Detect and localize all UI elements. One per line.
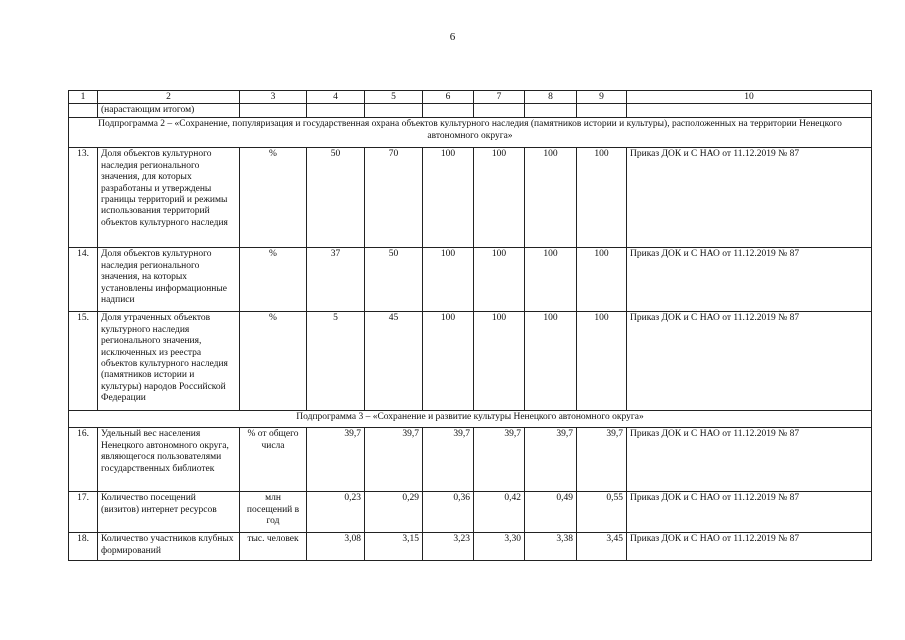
indicator-name: Доля объектов культурного наследия регионального значения, на которых установлены информационные надписи [98,248,240,312]
value-cell: 100 [474,248,525,312]
row-number: 16. [69,428,98,492]
value-cell: 3,30 [474,533,525,561]
header-cell: 6 [423,91,474,104]
unit-cell: % [240,148,307,248]
row-number: 14. [69,248,98,312]
subprogram-2-title: Подпрограмма 2 – «Сохранение, популяризация и государственная охрана объектов культурного наследия (памятников истории и культуры), расположенных на территории Ненецкого автономного округа» [69,118,872,148]
indicator-name: Доля утраченных объектов культурного наследия регионального значения, исключенных из реестра объектов культурного наследия (памятников истории и культуры) народов Российской Федерации [98,312,240,411]
header-cell: 3 [240,91,307,104]
table-row [69,428,872,492]
header-cell: 10 [627,91,872,104]
row-number: 18. [69,533,98,561]
value-cell: 37 [307,248,365,312]
source-cell: Приказ ДОК и С НАО от 11.12.2019 № 87 [627,492,872,533]
value-cell: 45 [365,312,423,411]
header-row [69,91,872,104]
value-cell: 3,45 [577,533,627,561]
value-cell: 39,7 [423,428,474,492]
value-cell: 39,7 [577,428,627,492]
value-cell: 100 [577,248,627,312]
value-cell: 3,15 [365,533,423,561]
header-cell: 4 [307,91,365,104]
value-cell: 100 [423,248,474,312]
subprogram-3-title: Подпрограмма 3 – «Сохранение и развитие культуры Ненецкого автономного округа» [69,411,872,428]
header-cell: 5 [365,91,423,104]
value-cell: 5 [307,312,365,411]
row-number: 13. [69,148,98,248]
value-cell: 100 [474,312,525,411]
table-row [69,533,872,561]
indicator-name: Удельный вес населения Ненецкого автономного округа, являющегося пользователями государственных библиотек [98,428,240,492]
value-cell: 39,7 [365,428,423,492]
value-cell: 0,36 [423,492,474,533]
source-cell: Приказ ДОК и С НАО от 11.12.2019 № 87 [627,428,872,492]
row-number: 15. [69,312,98,411]
indicator-name: Количество участников клубных формирований [98,533,240,561]
indicator-name: Доля объектов культурного наследия регионального значения, для которых разработаны и утверждены границы территорий и режимы использования территорий объектов культурного наследия [98,148,240,248]
source-cell: Приказ ДОК и С НАО от 11.12.2019 № 87 [627,248,872,312]
table-row [69,248,872,312]
page-number: 6 [449,31,456,43]
value-cell: 100 [525,312,577,411]
value-cell: 0,29 [365,492,423,533]
value-cell: 50 [307,148,365,248]
table-row [69,312,872,411]
value-cell: 70 [365,148,423,248]
value-cell: 39,7 [474,428,525,492]
value-cell: 0,23 [307,492,365,533]
table-row [69,492,872,533]
unit-cell: % [240,248,307,312]
value-cell: 0,55 [577,492,627,533]
value-cell: 0,42 [474,492,525,533]
value-cell: 39,7 [307,428,365,492]
header-cell: 7 [474,91,525,104]
value-cell: 3,23 [423,533,474,561]
value-cell: 39,7 [525,428,577,492]
indicator-name: Количество посещений (визитов) интернет ресурсов [98,492,240,533]
indicators-table [68,90,872,561]
value-cell: 0,49 [525,492,577,533]
value-cell: 3,08 [307,533,365,561]
unit-cell: млн посещений в год [240,492,307,533]
header-cell: 9 [577,91,627,104]
row-number: 17. [69,492,98,533]
header-cell: 1 [69,91,98,104]
value-cell: 100 [423,312,474,411]
subprogram-row [69,118,872,148]
unit-cell: тыс. человек [240,533,307,561]
value-cell: 100 [474,148,525,248]
value-cell: 3,38 [525,533,577,561]
source-cell: Приказ ДОК и С НАО от 11.12.2019 № 87 [627,148,872,248]
value-cell: 100 [525,248,577,312]
header-cell: 2 [98,91,240,104]
source-cell: Приказ ДОК и С НАО от 11.12.2019 № 87 [627,312,872,411]
value-cell: 100 [423,148,474,248]
continuation-text: (нарастающим итогом) [98,104,240,118]
table-row [69,148,872,248]
unit-cell: % [240,312,307,411]
header-cell: 8 [525,91,577,104]
value-cell: 50 [365,248,423,312]
continuation-row [69,104,872,118]
subprogram-row [69,411,872,428]
value-cell: 100 [577,312,627,411]
value-cell: 100 [577,148,627,248]
source-cell: Приказ ДОК и С НАО от 11.12.2019 № 87 [627,533,872,561]
value-cell: 100 [525,148,577,248]
unit-cell: % от общего числа [240,428,307,492]
